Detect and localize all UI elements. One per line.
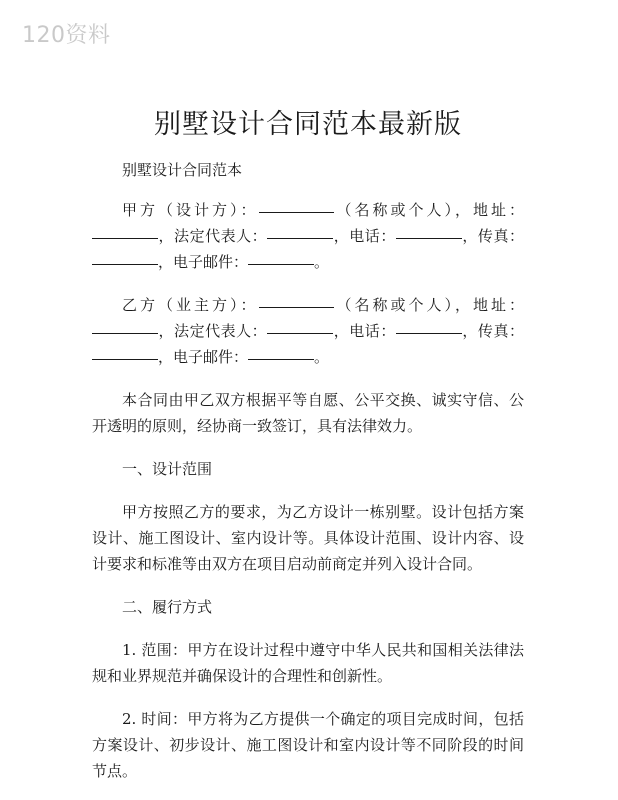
watermark: 120资料	[22, 23, 111, 48]
party-b-name-hint: （名称或个人），地址：	[333, 296, 524, 314]
section-2-item-2: 2. 时间：甲方将为乙方提供一个确定的项目完成时间，包括方案设计、初步设计、施工图设计和室内设计等不同阶段的时间节点。	[92, 710, 524, 780]
party-b-rep-blank	[267, 332, 333, 334]
section-1-body: 甲方按照乙方的要求，为乙方设计一栋别墅。设计包括方案设计、施工图设计、室内设计等。具体设计范围、设计内容、设计要求和标准等由双方在项目启动前商定并列入设计合同。	[92, 503, 524, 573]
party-a-fax-end: 真：	[493, 227, 524, 245]
party-a-block	[92, 197, 524, 275]
party-a-name-blank	[259, 211, 334, 213]
party-b-fax-end: 真：	[493, 322, 524, 340]
party-a-phone-blank	[396, 237, 462, 239]
section-2-item-1: 1. 范围：甲方在设计过程中遵守中华人民共和国相关法律法规和业界规范并确保设计的合理性和创新性。	[92, 641, 524, 685]
party-a-rep-label: ，法定代表人：	[158, 227, 268, 245]
section-1-heading: 一、设计范围	[122, 460, 213, 478]
party-b-block	[92, 292, 524, 370]
party-a-name-hint: （名称或个人），地址：	[333, 201, 524, 219]
party-b-address-blank	[92, 332, 158, 334]
party-b-rep-label: ，法定代表人：	[158, 322, 268, 340]
section-2-heading: 二、履行方式	[122, 598, 213, 616]
party-b-end: 。	[314, 348, 330, 366]
party-a-phone-label: ，电话：	[333, 227, 396, 245]
party-b-fax-blank	[92, 358, 158, 360]
party-a-email-blank	[248, 263, 314, 265]
party-b-phone-label: ，电话：	[333, 322, 396, 340]
party-a-end: 。	[314, 253, 330, 271]
document-page	[92, 105, 524, 784]
party-a-email-label: ，电子邮件：	[158, 253, 249, 271]
party-b-email-blank	[248, 358, 314, 360]
party-b-role: 乙方（业主方）：	[122, 296, 259, 314]
party-a-role: 甲方（设计方）：	[122, 201, 259, 219]
document-title: 别墅设计合同范本最新版	[154, 109, 462, 140]
document-subtitle: 别墅设计合同范本	[122, 161, 243, 179]
party-a-fax-start: ，传	[461, 227, 494, 245]
intro-paragraph: 本合同由甲乙双方根据平等自愿、公平交换、诚实守信、公开透明的原则，经协商一致签订，具有法律效力。	[92, 391, 524, 435]
party-b-email-label: ，电子邮件：	[158, 348, 249, 366]
party-b-fax-start: ，传	[461, 322, 494, 340]
party-a-rep-blank	[267, 237, 333, 239]
party-b-name-blank	[259, 306, 334, 308]
party-b-phone-blank	[396, 332, 462, 334]
party-a-fax-blank	[92, 263, 158, 265]
party-a-address-blank	[92, 237, 158, 239]
